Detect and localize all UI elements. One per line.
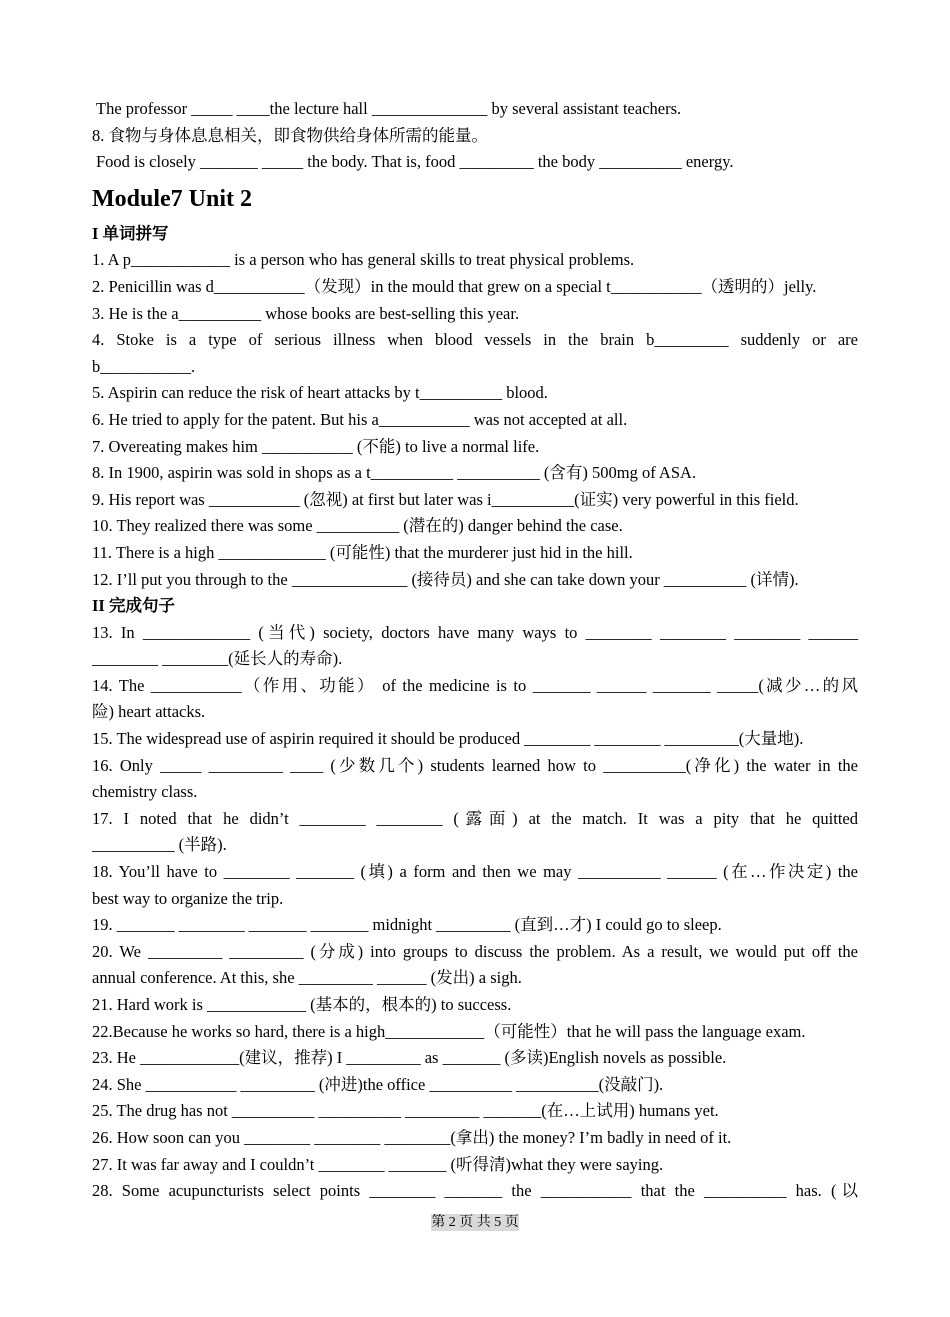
exercise-line: 25. The drug has not __________ __________ _________ _______(在…上试用) humans yet. — [92, 1101, 719, 1121]
exercise-line: 8. In 1900, aspirin was sold in shops as a t__________ __________ (含有) 500mg of ASA. — [92, 463, 697, 483]
exercise-line: chemistry class. — [92, 782, 198, 802]
exercise-line: 17. I noted that he didn’t ________ ________ (露面) at the match. It was a pity that he quitted — [92, 808, 858, 828]
exercise-line: 9. His report was ___________ (忽视) at first but later was i__________(证实) very powerful in this field. — [92, 489, 799, 509]
exercise-line: 16. Only _____ _________ ____ (少数几个) students learned how to __________(净化) the water in the — [92, 755, 858, 775]
exercise-line: 险) heart attacks. — [92, 702, 206, 722]
exercise-line: 15. The widespread use of aspirin required it should be produced ________ ________ _________(大量地). — [92, 729, 804, 749]
exercise-line: 27. It was far away and I couldn’t ________ _______ (听得清)what they were saying. — [92, 1154, 664, 1174]
exercise-line: 13. In _____________ (当代) society, doctors have many ways to ________ ________ ________ ______ — [92, 622, 858, 642]
exercise-line: 2. Penicillin was d___________（发现）in the mould that grew on a special t___________（透明的）jelly. — [92, 276, 817, 296]
text-line: The professor _____ ____the lecture hall ______________ by several assistant teachers. — [96, 99, 682, 118]
exercise-line: 4. Stoke is a type of serious illness when blood vessels in the brain b_________ suddenly or are — [92, 330, 858, 350]
exercise-line: 26. How soon can you ________ ________ ________(拿出) the money? I’m badly in need of it. — [92, 1127, 732, 1147]
page-number: 第 2 页 共 5 页 — [431, 1215, 519, 1230]
exercise-line: 19. _______ ________ _______ _______ midnight _________ (直到…才) I could go to sleep. — [92, 915, 722, 935]
exercise-line: 28. Some acupuncturists select points ________ _______ the ___________ that the __________ has. (以 — [92, 1181, 858, 1201]
text-line: Food is closely _______ _____ the body. That is, food _________ the body __________ energy. — [96, 152, 734, 172]
exercise-line: 22.Because he works so hard, there is a high____________（可能性）that he will pass the language exam. — [92, 1021, 806, 1041]
exercise-line: __________ (半路). — [92, 835, 227, 855]
exercise-line: 6. He tried to apply for the patent. But his a___________ was not accepted at all. — [92, 409, 628, 429]
exercise-line: 11. There is a high _____________ (可能性) that the murderer just hid in the hill. — [92, 542, 633, 562]
exercise-line: annual conference. At this, she _________ ______ (发出) a sigh. — [92, 968, 522, 988]
exercise-line: 24. She ___________ _________ (冲进)the office __________ __________(没敲门). — [92, 1074, 664, 1094]
exercise-line: 12. I’ll put you through to the ______________ (接待员) and she can take down your __________ (详情). — [92, 569, 799, 589]
section-title: II 完成句子 — [92, 596, 175, 616]
page-footer — [0, 1213, 950, 1233]
section-title: I 单词拼写 — [92, 223, 169, 243]
exercise-line: 20. We _________ _________ (分成) into groups to discuss the problem. As a result, we would put off the — [92, 941, 858, 961]
exercise-line: 3. He is the a__________ whose books are best-selling this year. — [92, 303, 520, 323]
exercise-line: best way to organize the trip. — [92, 888, 284, 908]
exercise-line: 14. The ___________（作用、功能） of the medicine is to _______ ______ _______ _____(减少…的风 — [92, 675, 858, 695]
page-content — [92, 96, 858, 1205]
exercise-line: 21. Hard work is ____________ (基本的，根本的) to success. — [92, 995, 512, 1014]
exercise-line: b___________. — [92, 356, 196, 376]
module-heading: Module7 Unit 2 — [92, 185, 253, 212]
exercise-line: 18. You’ll have to ________ _______ (填) a form and then we may __________ ______ (在…作决定) the — [92, 862, 858, 882]
exercise-line: 1. A p____________ is a person who has general skills to treat physical problems. — [92, 250, 635, 270]
exercise-line: 10. They realized there was some __________ (潜在的) danger behind the case. — [92, 516, 623, 536]
exercise-line: 7. Overeating makes him ___________ (不能) to live a normal life. — [92, 436, 540, 456]
exercise-line: 5. Aspirin can reduce the risk of heart attacks by t__________ blood. — [92, 383, 548, 403]
exercise-line: ________ ________(延长人的寿命). — [92, 649, 343, 669]
text-line: 8. 食物与身体息息相关，即食物供给身体所需的能量。 — [92, 125, 488, 145]
exercise-line: 23. He ____________(建议，推荐) I _________ as _______ (多读)English novels as possible. — [92, 1048, 727, 1068]
